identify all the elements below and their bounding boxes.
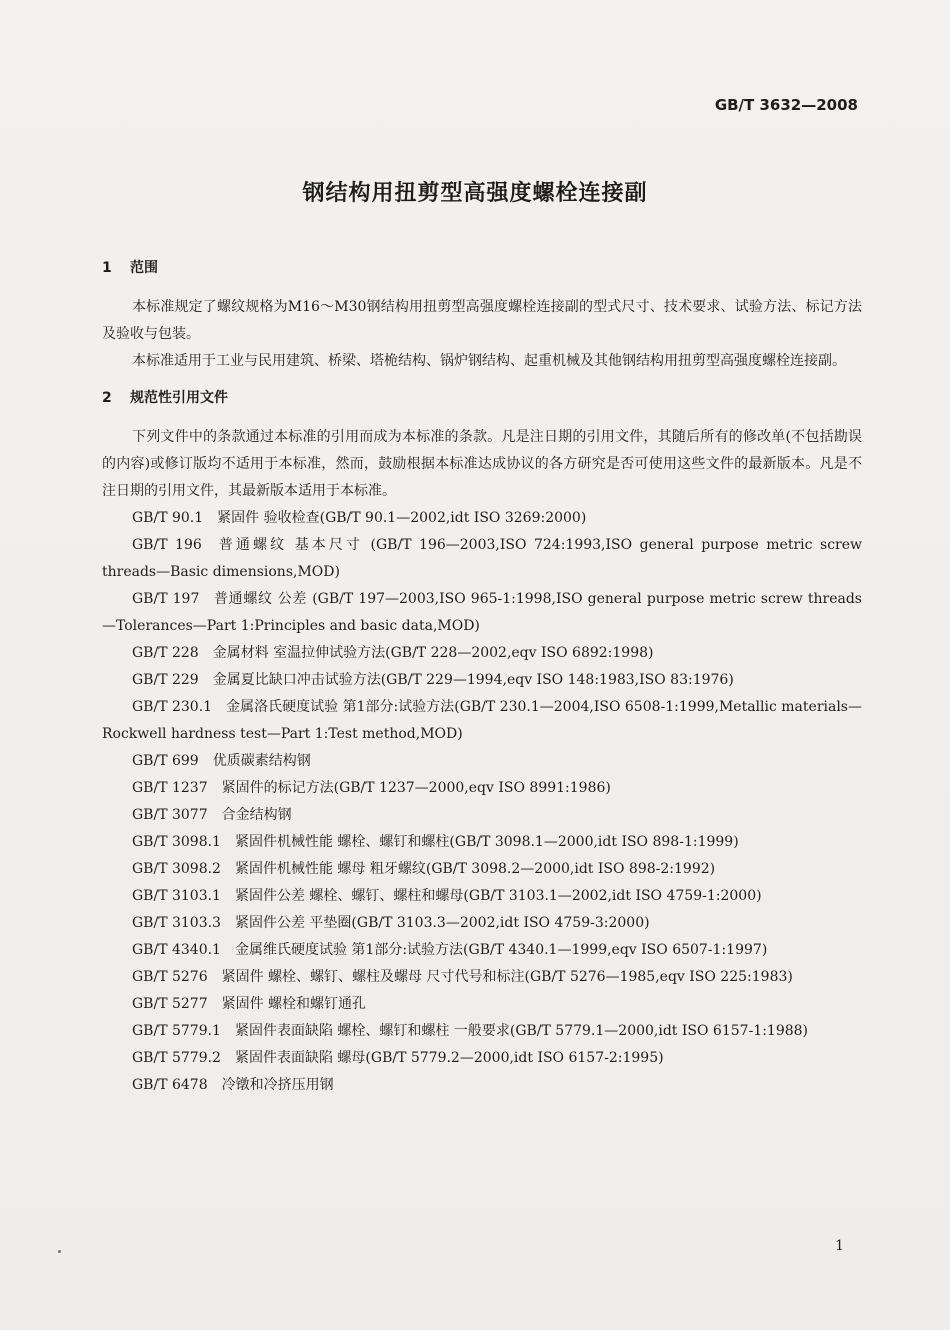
reference-item: GB/T 5276 紧固件 螺栓、螺钉、螺柱及螺母 尺寸代号和标注(GB/T 5276—1985,eqv ISO 225:1983) — [132, 969, 793, 985]
reference-item: GB/T 4340.1 金属维氏硬度试验 第1部分:试验方法(GB/T 4340.1—1999,eqv ISO 6507-1:1997) — [132, 942, 768, 958]
reference-item: GB/T 229 金属夏比缺口冲击试验方法(GB/T 229—1994,eqv ISO 148:1983,ISO 83:1976) — [132, 672, 734, 688]
document-title: 钢结构用扭剪型高强度螺栓连接副 — [302, 181, 648, 206]
reference-item: GB/T 5779.1 紧固件表面缺陷 螺栓、螺钉和螺柱 一般要求(GB/T 5779.1—2000,idt ISO 6157-1:1988) — [132, 1023, 809, 1039]
paragraph: 本标准规定了螺纹规格为M16～M30钢结构用扭剪型高强度螺栓连接副的型式尺寸、技术要求、试验方法、标记方法及验收与包装。 — [102, 299, 862, 342]
section-heading: 1 范围 — [102, 260, 158, 276]
reference-item: GB/T 5277 紧固件 螺栓和螺钉通孔 — [132, 996, 367, 1012]
paragraph: 下列文件中的条款通过本标准的引用而成为本标准的条款。凡是注日期的引用文件，其随后所有的修改单(不包括勘误的内容)或修订版均不适用于本标准，然而，鼓励根据本标准达成协议的各方研究是否可使用这些文件的最新版本。凡是不注日期的引用文件，其最新版本适用于本标准。 — [102, 429, 862, 499]
reference-item: GB/T 3103.3 紧固件公差 平垫圈(GB/T 3103.3—2002,idt ISO 4759-3:2000) — [132, 915, 650, 931]
paragraph: 本标准适用于工业与民用建筑、桥梁、塔桅结构、锅炉钢结构、起重机械及其他钢结构用扭剪型高强度螺栓连接副。 — [132, 353, 846, 369]
reference-item: GB/T 699 优质碳素结构钢 — [132, 753, 311, 769]
reference-item: GB/T 230.1 金属洛氏硬度试验 第1部分:试验方法(GB/T 230.1—2004,ISO 6508-1:1999,Metallic materials—Rockwell hardness test—Part 1:Test method,MOD) — [102, 699, 862, 742]
reference-list — [102, 505, 862, 1099]
document-body — [102, 255, 862, 1099]
reference-item: GB/T 6478 冷镦和冷挤压用钢 — [132, 1077, 334, 1093]
reference-item: GB/T 3103.1 紧固件公差 螺栓、螺钉、螺柱和螺母(GB/T 3103.1—2002,idt ISO 4759-1:2000) — [132, 888, 762, 904]
standard-number: GB/T 3632—2008 — [714, 96, 858, 114]
reference-item: GB/T 90.1 紧固件 验收检查(GB/T 90.1—2002,idt ISO 3269:2000) — [132, 510, 587, 526]
reference-item: GB/T 197 普通螺纹 公差 (GB/T 197—2003,ISO 965-1:1998,ISO general purpose metric screw threads—Tolerances—Part 1:Principles and basic data,MOD) — [102, 591, 862, 634]
reference-item: GB/T 3098.1 紧固件机械性能 螺栓、螺钉和螺柱(GB/T 3098.1—2000,idt ISO 898-1:1999) — [132, 834, 739, 850]
reference-item: GB/T 5779.2 紧固件表面缺陷 螺母(GB/T 5779.2—2000,idt ISO 6157-2:1995) — [132, 1050, 664, 1066]
page-number: 1 — [835, 1238, 844, 1254]
reference-item: GB/T 228 金属材料 室温拉伸试验方法(GB/T 228—2002,eqv ISO 6892:1998) — [132, 645, 654, 661]
reference-item: GB/T 3077 合金结构钢 — [132, 807, 292, 823]
reference-item: GB/T 196 普通螺纹 基本尺寸 (GB/T 196—2003,ISO 724:1993,ISO general purpose metric screw threads—Basic dimensions,MOD) — [102, 537, 862, 580]
reference-item: GB/T 3098.2 紧固件机械性能 螺母 粗牙螺纹(GB/T 3098.2—2000,idt ISO 898-2:1992) — [132, 861, 716, 877]
section-heading: 2 规范性引用文件 — [102, 390, 228, 406]
reference-item: GB/T 1237 紧固件的标记方法(GB/T 1237—2000,eqv ISO 8991:1986) — [132, 780, 611, 796]
scan-speck — [58, 1250, 61, 1253]
